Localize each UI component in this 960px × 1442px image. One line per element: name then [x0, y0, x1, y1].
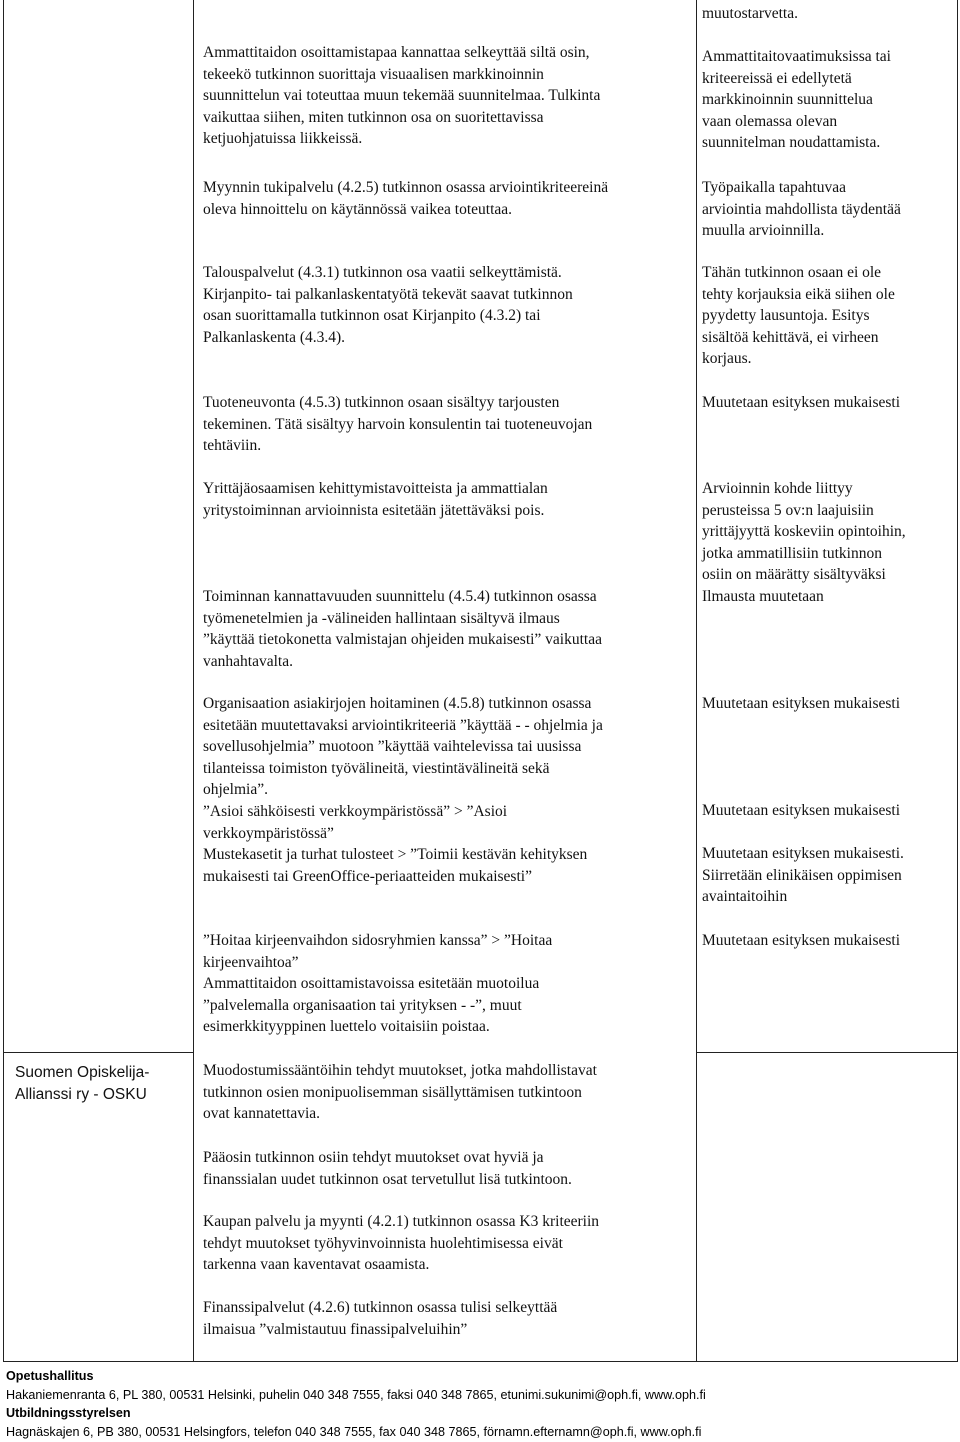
row-divider-col3 — [696, 1052, 958, 1053]
text-line: jotka ammatillisiin tutkinnon — [702, 544, 882, 562]
page-footer — [6, 1367, 956, 1441]
text-line: Mustekasetit ja turhat tulosteet > ”Toimii kestävän kehityksen — [203, 846, 588, 864]
comment-profitability — [203, 586, 663, 672]
text-line: osan suorittamalla tutkinnon osat Kirjanpito (4.3.2) tai — [203, 307, 541, 325]
text-line: Kirjanpito- tai palkanlaskentatyötä tekevät saavat tutkinnon — [203, 285, 573, 303]
text-line: yritystoiminnan arvioinnista esitetään jätettäväksi pois. — [203, 501, 545, 519]
text-line: tehdyt muutokset työhyvinvoinnista huolehtimisessa eivät — [203, 1234, 563, 1252]
text-line: finanssialan uudet tutkinnon osat tervetullut lisä tutkintoon. — [203, 1170, 572, 1188]
text-line: tutkinnon osien monipuolisemman sisällyttämisen tutkintoon — [203, 1083, 582, 1101]
response-8 — [702, 843, 947, 908]
text-line: muulla arvioinnilla. — [702, 222, 825, 240]
text-line: Pääosin tutkinnon osiin tehdyt muutokset ovat hyviä ja — [203, 1149, 544, 1166]
text-line: ohjelmia”. — [203, 781, 268, 799]
response-2 — [702, 177, 947, 242]
text-line: avaintaitoihin — [702, 888, 788, 906]
text-line: Allianssi ry - OSKU — [15, 1085, 147, 1103]
text-line: pyydetty lausuntoja. Esitys — [702, 307, 870, 325]
text-line: vaan olemassa olevan — [702, 112, 838, 130]
text-line: suunnitelman noudattamista. — [702, 134, 881, 152]
text-line: ”Asioi sähköisesti verkkoympäristössä” > ”Asioi — [203, 802, 508, 820]
text-line: Ilmausta muutetaan — [702, 587, 824, 605]
text-line: sisältöä kehittävä, ei virheen — [702, 328, 879, 346]
text-line: ilmaisua ”valmistautuu finassipalveluihin” — [203, 1320, 468, 1338]
text-line: oleva hinnoittelu on käytännössä vaikea toteuttaa. — [203, 200, 513, 218]
text-line: Tuoteneuvonta (4.5.3) tutkinnon osaan sisältyy tarjousten — [203, 394, 560, 411]
response-6 — [702, 693, 947, 715]
organization-name — [15, 1062, 185, 1105]
text-line: korjaus. — [702, 350, 752, 368]
comment-general — [203, 1147, 663, 1190]
text-line: Yrittäjäosaamisen kehittymistavoitteista ja ammattialan — [203, 480, 548, 497]
text-line: esimerkkityyppinen luettelo voitaisiin poistaa. — [203, 1018, 490, 1036]
comment-sales-service — [203, 1211, 663, 1276]
text-line: työmenetelmien ja -välineiden hallintaan sisältyvä ilmaus — [203, 609, 560, 627]
text-line: verkkoympäristössä” — [203, 824, 334, 842]
comment-entrepreneurship — [203, 478, 663, 521]
text-line: esitetään muutettavaksi arviointikriteeriä ”käyttää - - ohjelmia ja — [203, 716, 603, 734]
footer-address-fi: Hakaniemenranta 6, PL 380, 00531 Helsinki, puhelin 040 348 7555, faksi 040 348 7865, etunimi.sukunimi@oph.fi, www.oph.fi — [6, 1387, 706, 1402]
text-line: tekeekö tutkinnon suorittaja visuaalisen markkinoinnin — [203, 65, 544, 83]
text-line: tilanteissa toimiston työvälineitä, viestintävälineitä sekä — [203, 759, 550, 777]
text-line: mukaisesti tai GreenOffice-periaatteiden mukaisesti” — [203, 867, 532, 885]
text-line: tekeminen. Tätä sisältyy harvoin konsulentin tai tuoteneuvojan — [203, 415, 593, 433]
text-line: vanhahtavalta. — [203, 652, 293, 670]
text-line: ”käyttää tietokonetta valmistajan ohjeiden mukaisesti” vaikuttaa — [203, 631, 602, 649]
text-line: Myynnin tukipalvelu (4.2.5) tutkinnon osassa arviointikriteereinä — [203, 179, 609, 196]
text-line: Työpaikalla tapahtuvaa — [702, 179, 846, 196]
text-line: Arvioinnin kohde liittyy — [702, 480, 853, 497]
response-7 — [702, 800, 947, 822]
text-line: Ammattitaidon osoittamistavoissa esitetään muotoilua — [203, 975, 540, 993]
text-line: suunnittelun vai toteuttaa muun tekemää suunnitelmaa. Tulkinta — [203, 87, 601, 105]
response-4 — [702, 392, 947, 414]
text-line: Muutetaan esityksen mukaisesti — [702, 394, 901, 411]
text-line: tarkenna vaan kaventavat osaamista. — [203, 1256, 430, 1274]
text-line: Suomen Opiskelija- — [15, 1064, 150, 1081]
text-line: sovellusohjelmia” muotoon ”käyttää vaihtelevissa tai uusissa — [203, 738, 582, 756]
text-line: ketjuohjatuissa liikkeissä. — [203, 130, 363, 148]
text-line: Organisaation asiakirjojen hoitaminen (4.5.8) tutkinnon osassa — [203, 695, 592, 712]
text-line: Muutetaan esityksen mukaisesti — [702, 802, 901, 819]
column-divider-1 — [193, 0, 194, 1362]
text-line: ”Hoitaa kirjeenvaihdon sidosryhmien kanssa” > ”Hoitaa — [203, 932, 553, 949]
footer-org-sv: Utbildningsstyrelsen — [6, 1406, 131, 1420]
comment-correspondence — [203, 930, 663, 1038]
text-line: markkinoinnin suunnittelua — [702, 91, 873, 109]
text-line: Siirretään elinikäisen oppimisen — [702, 866, 902, 884]
text-line: osiin on määrätty sisältyväksi — [702, 566, 886, 584]
comment-document-handling — [203, 693, 663, 887]
footer-address-sv: Hagnäskajen 6, PB 380, 00531 Helsingfors, telefon 040 348 7555, fax 040 348 7865, förnamn.efternamn@oph.fi, www.oph.fi — [6, 1424, 702, 1439]
text-line: Muutetaan esityksen mukaisesti — [702, 695, 901, 712]
text-line: perusteissa 5 ov:n laajuisiin — [702, 501, 874, 519]
text-line: Ammattitaidon osoittamistapaa kannattaa selkeyttää siltä osin, — [203, 44, 590, 61]
text-line: kirjeenvaihtoa” — [203, 953, 299, 971]
text-line: Kaupan palvelu ja myynti (4.2.1) tutkinnon osassa K3 kriteeriin — [203, 1213, 600, 1230]
text-line: Toiminnan kannattavuuden suunnittelu (4.5.4) tutkinnon osassa — [203, 588, 597, 605]
comment-visual-marketing — [203, 42, 663, 150]
text-line: vaikuttaa siihen, miten tutkinnon osa on suoritettavissa — [203, 108, 544, 126]
column-divider-2 — [696, 0, 697, 1362]
comment-financial-services — [203, 262, 663, 348]
comment-composition-rules — [203, 1060, 663, 1125]
text-line: Tähän tutkinnon osaan ei ole — [702, 264, 882, 281]
footer-org-fi: Opetushallitus — [6, 1369, 94, 1383]
text-line: ovat kannatettavia. — [203, 1105, 321, 1123]
text-line: tehty korjauksia eikä siihen ole — [702, 285, 895, 303]
comment-sales-support — [203, 177, 663, 220]
response-0 — [702, 3, 947, 25]
comment-finance-services — [203, 1297, 663, 1340]
text-line: Muodostumissääntöihin tehdyt muutokset, jotka mahdollistavat — [203, 1062, 597, 1079]
text-line: Muutetaan esityksen mukaisesti — [702, 932, 901, 949]
text-line: Finanssipalvelut (4.2.6) tutkinnon osassa tulisi selkeyttää — [203, 1299, 558, 1316]
comment-product-advice — [203, 392, 663, 457]
text-line: muutostarvetta. — [702, 5, 798, 22]
text-line: arviointia mahdollista täydentää — [702, 200, 901, 218]
text-line: Talouspalvelut (4.3.1) tutkinnon osa vaatii selkeyttämistä. — [203, 264, 562, 281]
response-9 — [702, 930, 947, 952]
response-5 — [702, 478, 947, 608]
row-divider-org — [4, 1052, 193, 1053]
response-3 — [702, 262, 947, 370]
text-line: Ammattitaitovaatimuksissa tai — [702, 48, 891, 65]
response-1 — [702, 46, 947, 154]
text-line: tehtäviin. — [203, 437, 262, 455]
text-line: yrittäjyyttä koskeviin opintoihin, — [702, 523, 906, 541]
text-line: Muutetaan esityksen mukaisesti. — [702, 845, 904, 862]
text-line: ”palvelemalla organisaation tai yrityksen - -”, muut — [203, 996, 522, 1014]
text-line: Palkanlaskenta (4.3.4). — [203, 328, 346, 346]
text-line: kriteereissä ei edellytetä — [702, 69, 852, 87]
